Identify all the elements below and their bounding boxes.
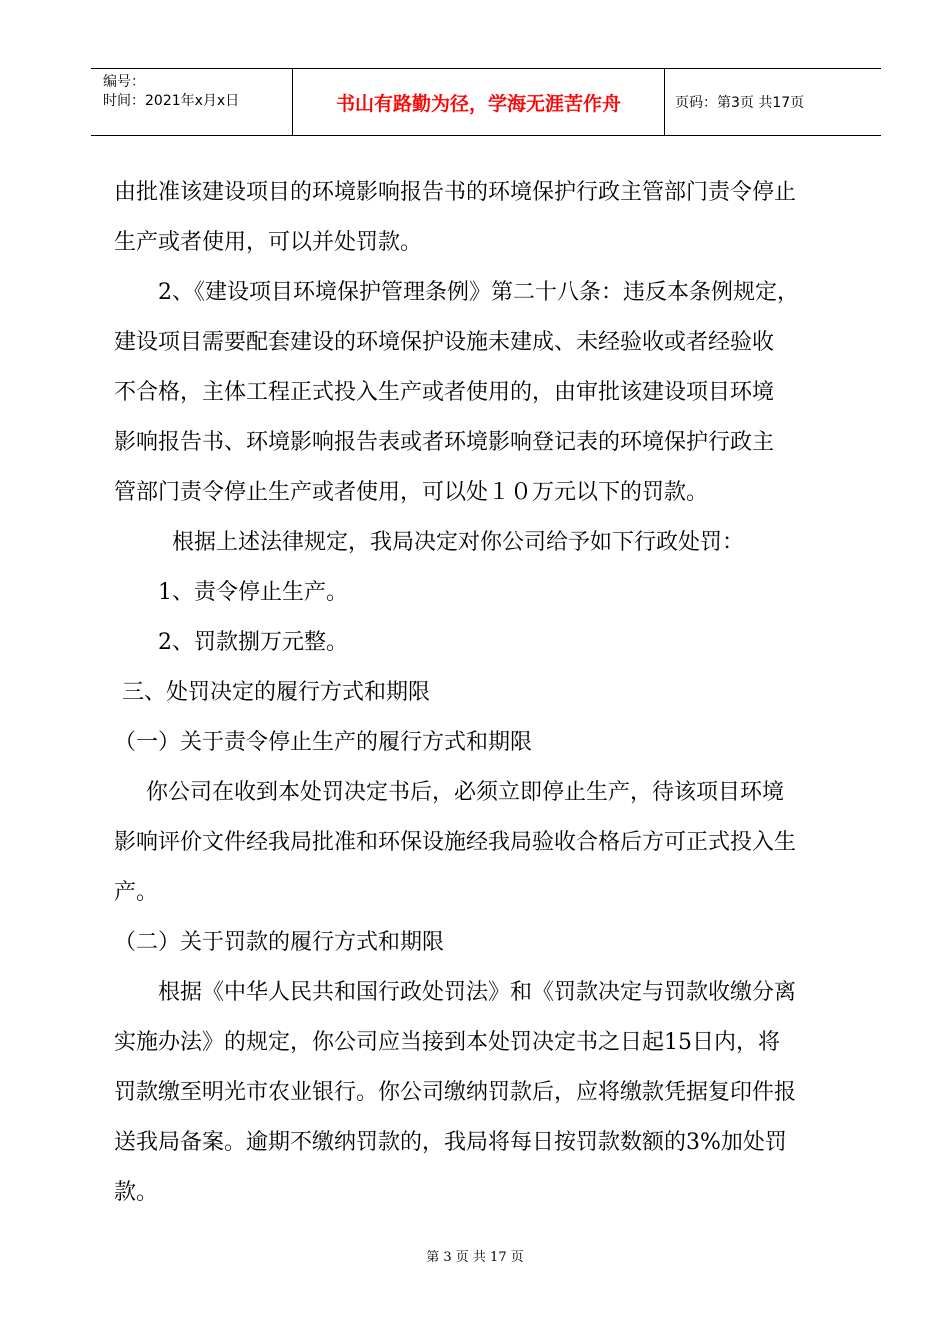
- header-motto: 书山有路勤为径，学海无涯苦作舟: [293, 69, 665, 135]
- body-line-1: 由批准该建设项目的环境影响报告书的环境保护行政主管部门责令停止: [114, 180, 797, 205]
- body-line-4: 建设项目需要配套建设的环境保护设施未建成、未经验收或者经验收: [114, 330, 775, 355]
- subsection-heading-2: （二）关于罚款的履行方式和期限: [114, 930, 445, 955]
- body-line-9: 1、责令停止生产。: [158, 580, 348, 605]
- body-line-14: 影响评价文件经我局批准和环保设施经我局验收合格后方可正式投入生: [114, 830, 797, 855]
- body-line-5: 不合格，主体工程正式投入生产或者使用的，由审批该建设项目环境: [114, 380, 775, 405]
- body-line-17: 根据《中华人民共和国行政处罚法》和《罚款决定与罚款收缴分离: [158, 980, 797, 1005]
- header-meta: [91, 69, 293, 135]
- body-line-10: 2、罚款捌万元整。: [158, 630, 348, 655]
- body-line-8: 根据上述法律规定，我局决定对你公司给予如下行政处罚：: [172, 530, 745, 555]
- body-line-3: 2、《建设项目环境保护管理条例》第二十八条：违反本条例规定，: [158, 280, 799, 305]
- body-line-19: 罚款缴至明光市农业银行。你公司缴纳罚款后，应将缴款凭据复印件报: [114, 1080, 797, 1105]
- body-line-2: 生产或者使用，可以并处罚款。: [114, 230, 423, 255]
- page-footer: 第 3 页 共 17 页: [426, 1250, 524, 1265]
- body-line-18: 实施办法》的规定，你公司应当接到本处罚决定书之日起15日内，将: [114, 1030, 780, 1055]
- body-line-20: 送我局备案。逾期不缴纳罚款的，我局将每日按罚款数额的3%加处罚: [114, 1130, 787, 1155]
- body-line-21: 款。: [114, 1180, 159, 1205]
- body-line-15: 产。: [114, 880, 159, 905]
- section-heading-3: 三、处罚决定的履行方式和期限: [122, 680, 431, 705]
- document-time: 时间：2021年x月x日: [103, 93, 240, 109]
- body-line-13: 你公司在收到本处罚决定书后，必须立即停止生产，待该项目环境: [146, 780, 785, 805]
- body-line-6: 影响报告书、环境影响报告表或者环境影响登记表的环境保护行政主: [114, 430, 775, 455]
- subsection-heading-1: （一）关于责令停止生产的履行方式和期限: [114, 730, 533, 755]
- page-header: [91, 68, 881, 136]
- document-number-label: 编号：: [103, 74, 145, 90]
- body-line-7: 管部门责令停止生产或者使用，可以处１０万元以下的罚款。: [114, 480, 709, 505]
- header-page-info: 页码：第3页 共17页: [675, 95, 805, 111]
